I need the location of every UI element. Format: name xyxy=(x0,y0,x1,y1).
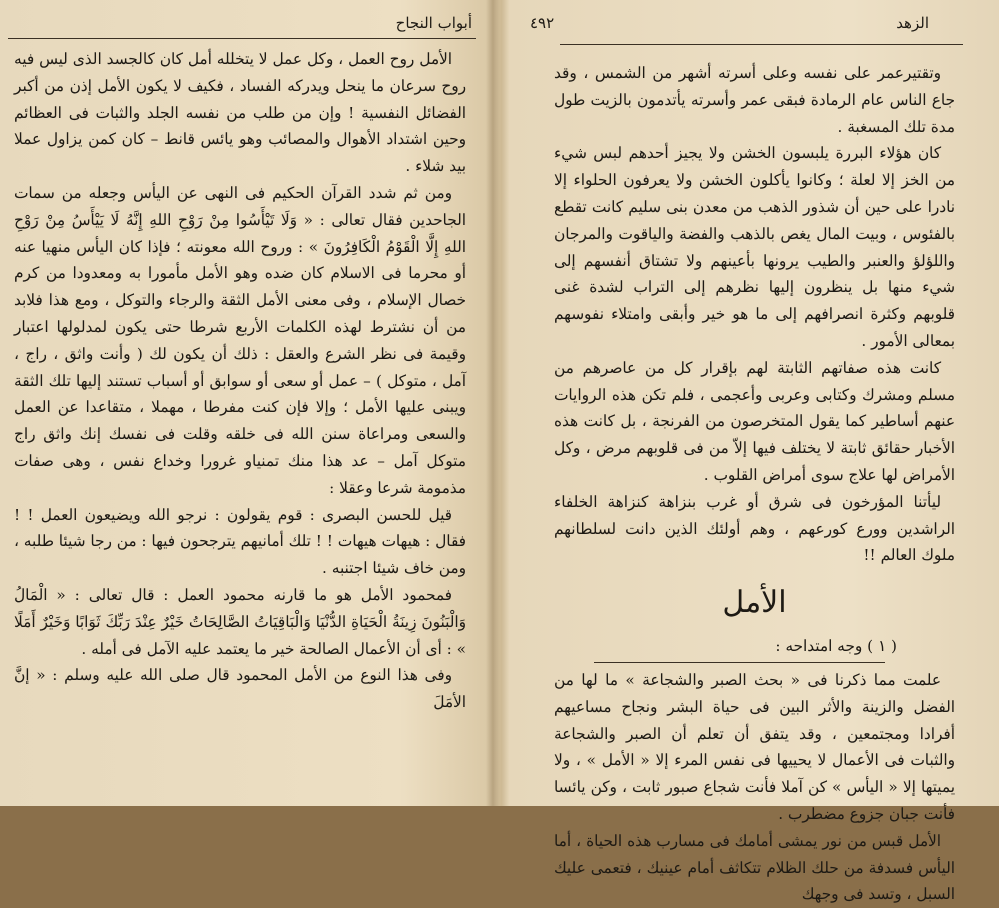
right-paragraph: وتقتيرعمر على نفسه وعلى أسرته أشهر من الشمس ، وقد جاع الناس عام الرمادة فبقى عمر وأسرته يأتدمون بالزيت طول مدة تلك المسغبة . xyxy=(554,64,955,136)
book-gutter xyxy=(486,0,500,806)
section-title: الأمل xyxy=(722,585,787,621)
left-running-title: أبواب النجاح xyxy=(395,14,472,32)
left-paragraph: ومن ثم شدد القرآن الحكيم فى النهى عن اليأس وجعله من سمات الجاحدين فقال تعالى : « وَلَا تَيْأَسُوا مِنْ رَوْحِ اللهِ إِنَّهُ لَا يَيْأَسُ مِنْ رَوْحِ اللهِ إِلَّا الْقَوْمُ الْكَافِرُونَ » : وروح الله معونته ؛ فإذا كان اليأس منهيا عنه أو محرما فى الاسلام كان ضده وهو الأمل مأمورا به ومعدودا من كرم خصال الإسلام ، وفى معنى الأمل الثقة والرجاء والتوكل ، ومع هذا فلابد من أن نشترط لهذه الكلمات الأربع شرطا حتى يكون لمدلولها اعتبار وقيمة فى نظر الشرع والعقل : ذلك أن يكون لك ( وأنت واثق ، راج ، آمل ، متوكل ) – عمل أو سعى أو سوابق أو أسباب تستند إليها تلك الثقة ويبنى عليها الأمل ؛ وإلا فإن كنت مفرطا ، مهملا ، متقاعدا عن العمل والسعى ومراعاة سنن الله فى خلقه وقلت فى نفسك إنك واثق راج متوكل آمل – عد هذا منك تمنياو غرورا وخداع نفس ، وهى صفات مذمومة شرعا وعقلا : xyxy=(14,183,466,497)
left-paragraph: قيل للحسن البصرى : قوم يقولون : نرجو الله ويضيعون العمل ! ! فقال : هيهات هيهات ! ! تلك أمانيهم يترجحون فيها : من رجا شيئا طلبه ، ومن خاف شيئا اجتنبه . xyxy=(14,505,466,578)
right-page-header xyxy=(530,12,929,34)
left-page xyxy=(0,0,486,806)
right-page xyxy=(500,0,999,904)
right-page-body xyxy=(554,60,955,908)
left-paragraph: الأمل روح العمل ، وكل عمل لا يتخلله أمل كان كالجسد الذى ليس فيه روح سرعان ما ينحل ويدركه الفساد ، فكيف لا يكون الأمل إذن من أكبر الفضائل النفسية ! وإن من طلب من نفسه الجلد والثبات فى العظائم وحين اشتداد الأهوال والمصائب وهو يائس قانط – كان كمن يزاول عملا بيد شلاء . xyxy=(14,50,466,176)
section-subheading: ( ١ ) وجه امتداحه : xyxy=(775,637,897,656)
right-paragraph: كان هؤلاء البررة يلبسون الخشن ولا يجيز أحدهم لبس شيء من الخز إلا لعلة ؛ وكانوا يأكلون الخشن ولا يعرفون الحلواء إلا نادرا على حين أن شذور الذهب من معدن بنى سليم كانت تقطع بالفئوس ، وبيت المال يغص بالذهب والفضة والياقوت والمرجان واللؤلؤ والعنبر والطيب يرونها بأعينهم ولا تشتاق أنفسهم إلى شيء منها بل ينظرون إليها نظرهم إلى التراب لشدة غنى قلوبهم وكثرة انصرافهم إلى ما هو خير وأبقى وامتلاء نفوسهم بمعالى الأمور . xyxy=(554,144,955,350)
right-header-rule xyxy=(560,44,963,45)
right-paragraph: كانت هذه صفاتهم الثابتة لهم بإقرار كل من عاصرهم من مسلم ومشرك وكتابى وعربى وأعجمى ، فلم تكن هذه الروايات عنهم أساطير كما يقول المتخرصون من الفرنجة ، بل كانت هذه الأخبار حقائق ثابتة لا يختلف فيها إلاّ من فى قلوبهم مرض ، وكل الأمراض لها علاج سوى أمراض القلوب . xyxy=(554,358,955,484)
left-paragraph: فمحمود الأمل هو ما قارنه محمود العمل : قال تعالى : « الْمَالُ وَالْبَنُونَ زِينَةُ الْحَيَاةِ الدُّنْيَا وَالْبَاقِيَاتُ الصَّالِحَاتُ خَيْرٌ عِنْدَ رَبِّكَ ثَوَابًا وَخَيْرٌ أَمَلًا » : أى أن الأعمال الصالحة خير ما يعتمد عليه الآمل فى أمله . xyxy=(14,585,466,658)
subheading-rule xyxy=(594,662,885,663)
right-paragraph: ليأتنا المؤرخون فى شرق أو غرب بنزاهة كنزاهة الخلفاء الراشدين وورع كورعهم ، وهم أولئك الذين دانت لسلطانهم ملوك العالم !! xyxy=(554,492,955,565)
right-running-title: الزهد xyxy=(896,14,929,32)
page-number: ٤٩٢ xyxy=(530,14,555,32)
left-page-body xyxy=(14,46,466,716)
left-paragraph: وفى هذا النوع من الأمل المحمود قال صلى الله عليه وسلم : « إنَّ الأمَلَ xyxy=(14,666,466,712)
section-paragraph: علمت مما ذكرنا فى « بحث الصبر والشجاعة » ما لها من الفضل والزينة والأثر البين فى حياة البشر ونجاح مساعيهم أفرادا ومجتمعين ، وقد يتفق أن تعلم أن الصبر والشجاعة والثبات فى الأعمال لا يحييها فى نفس المرء إلا « الأمل » ، ولا يميتها إلا « اليأس » كن آملا فأنت شجاع صبور ثابت ، وكن يائسا فأنت جبان جزوع مضطرب . xyxy=(554,670,955,823)
left-page-header xyxy=(8,12,472,34)
section-paragraph: الأمل قبس من نور يمشى أمامك فى مسارب هذه الحياة ، أما اليأس فسدفة من حلك الظلام تتكاثف أمام عينيك ، فتعمى عليك السبل ، وتسد فى وجهك xyxy=(554,831,955,904)
left-header-rule xyxy=(8,38,476,39)
